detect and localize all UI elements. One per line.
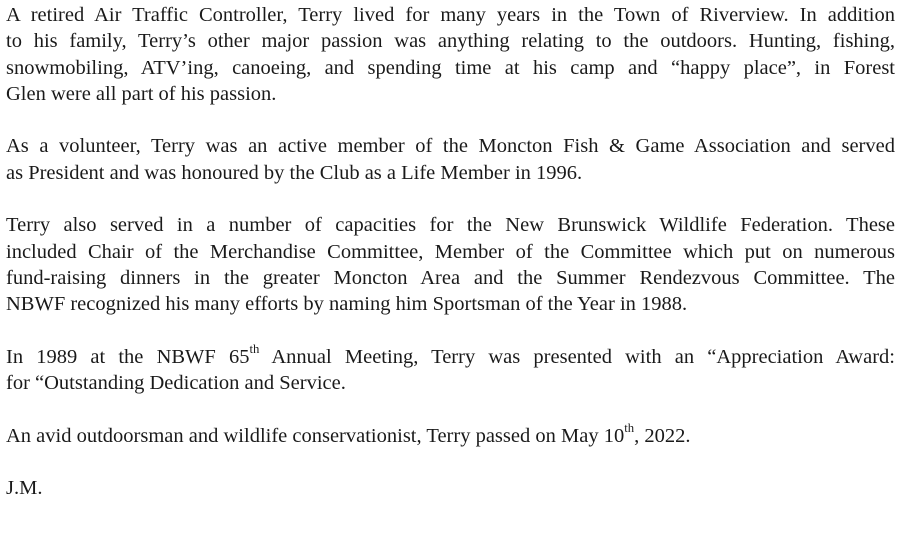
text-segment: Annual Meeting, Terry was presented with an “Appreciation Award:: [259, 345, 895, 368]
text-segment: , 2022.: [634, 424, 691, 447]
text-line: NBWF recognized his many efforts by naming him Sportsman of the Year in 1988.: [6, 293, 688, 316]
ordinal-suffix: th: [624, 421, 635, 436]
signature: J.M.: [6, 477, 43, 500]
paragraph-volunteer: [6, 133, 895, 186]
text-segment: An avid outdoorsman and wildlife conservationist, Terry passed on May 10: [6, 424, 625, 447]
text-line: as President and was honoured by the Club as a Life Member in 1996.: [6, 161, 583, 184]
text-line: As a volunteer, Terry was an active member of the Moncton Fish & Game Association and served: [6, 135, 895, 158]
ordinal-suffix: th: [249, 342, 260, 357]
text-line: [6, 344, 895, 370]
text-line: A retired Air Traffic Controller, Terry lived for many years in the Town of Riverview. In addition: [6, 4, 895, 26]
paragraph-retirement: [6, 2, 895, 107]
text-line: to his family, Terry’s other major passion was anything relating to the outdoors. Hunting, fishing,: [6, 30, 895, 53]
paragraph-passing: [6, 423, 895, 449]
text-line: snowmobiling, ATV’ing, canoeing, and spending time at his camp and “happy place”, in Forest: [6, 56, 895, 79]
text-line: Glen were all part of his passion.: [6, 82, 277, 105]
text-line: included Chair of the Merchandise Committee, Member of the Committee which put on numerous: [6, 240, 895, 263]
paragraph-award: [6, 344, 895, 397]
text-line: for “Outstanding Dedication and Service.: [6, 372, 346, 395]
text-line: Terry also served in a number of capacities for the New Brunswick Wildlife Federation. These: [6, 214, 895, 237]
text-line: fund-raising dinners in the greater Moncton Area and the Summer Rendezvous Committee. The: [6, 266, 895, 289]
paragraph-federation: [6, 212, 895, 317]
text-line: [6, 423, 895, 449]
text-segment: In 1989 at the NBWF 65: [6, 345, 250, 368]
